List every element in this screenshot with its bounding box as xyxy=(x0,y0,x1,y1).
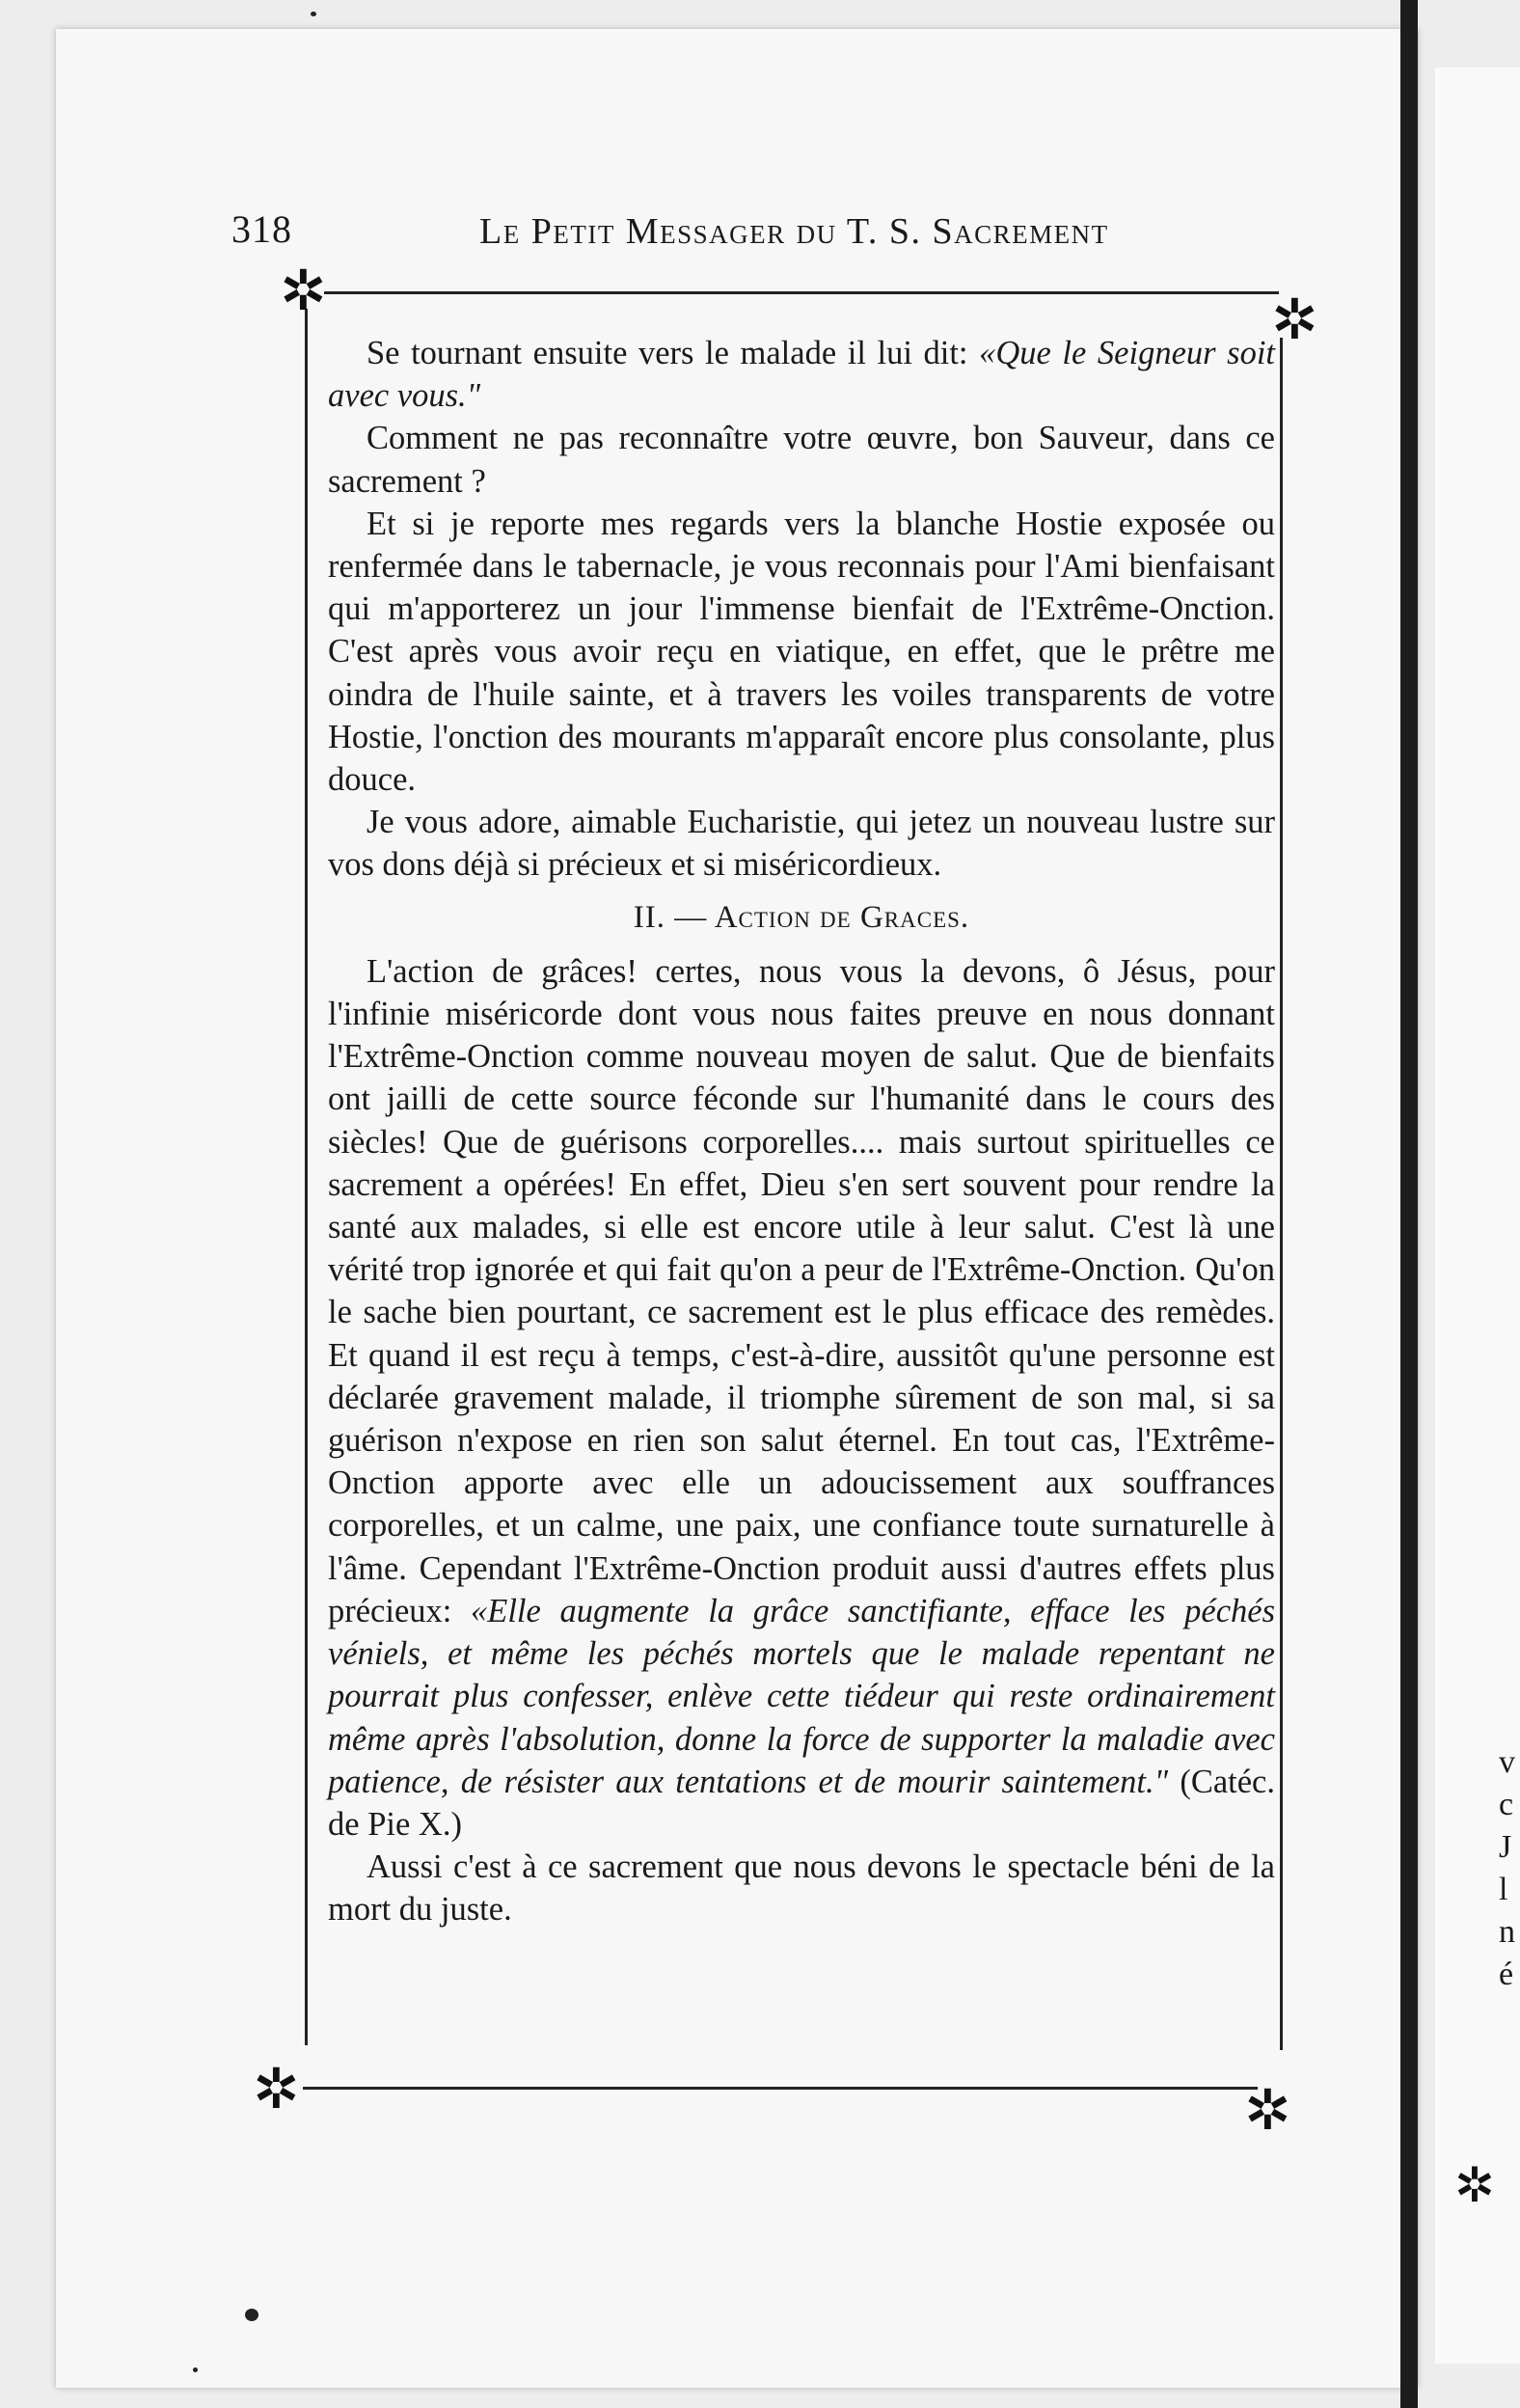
asterisk-ornament-icon: ✲ xyxy=(280,258,327,323)
scan-speck xyxy=(193,2367,198,2372)
paragraph-text: Se tournant ensuite vers le malade il lui dit: xyxy=(366,335,980,371)
next-page-letter: v xyxy=(1499,1744,1515,1780)
section-heading: II. — Action de Graces. xyxy=(633,899,970,935)
frame-left-rule xyxy=(305,309,308,2045)
quotation: «Que le Seigneur soit avec vous." xyxy=(328,335,1275,415)
asterisk-ornament-icon: ✲ xyxy=(1271,287,1318,352)
paragraph xyxy=(328,332,1275,417)
quotation: «Elle augmente la grâce sanctifiante, efface les péchés véniels, et même les péchés mortels que le malade repentant ne pourrait plus confesser, enlève cette tiédeur qui reste ordinairement même après l'absolution, donne la force de supporter la maladie avec patience, de résister aux tentations et de mourir saintement." xyxy=(328,1592,1275,1800)
page-number: 318 xyxy=(231,207,292,251)
asterisk-ornament-icon: ✲ xyxy=(1454,2157,1495,2213)
scan-speck xyxy=(245,2309,258,2321)
paragraph xyxy=(328,950,1275,1846)
frame-bottom-rule xyxy=(303,2087,1258,2090)
asterisk-ornament-icon: ✲ xyxy=(253,2056,300,2121)
next-page-letter: l xyxy=(1499,1872,1508,1907)
paragraph: Comment ne pas reconnaître votre œuvre, bon Sauveur, dans ce sacrement ? xyxy=(328,420,1275,500)
next-page-letter: é xyxy=(1499,1956,1514,1992)
next-page-letter: c xyxy=(1499,1787,1514,1822)
asterisk-ornament-icon: ✲ xyxy=(1244,2077,1291,2143)
scan-speck xyxy=(311,12,316,16)
next-page-letter: n xyxy=(1499,1914,1515,1950)
page-body xyxy=(328,332,1275,1931)
paragraph: Je vous adore, aimable Eucharistie, qui jetez un nouveau lustre sur vos dons déjà si précieux et si miséricordieux. xyxy=(328,804,1275,884)
paragraph: Aussi c'est à ce sacrement que nous devons le spectacle béni de la mort du juste. xyxy=(328,1848,1275,1929)
frame-top-rule xyxy=(324,291,1279,294)
citation: (Catéc. de Pie X.) xyxy=(328,1763,1275,1843)
running-title: Le Petit Messager du T. S. Sacrement xyxy=(479,211,1109,252)
page-header xyxy=(231,206,1196,264)
next-page-letter: J xyxy=(1499,1829,1512,1865)
frame-right-rule xyxy=(1280,338,1283,2050)
paragraph: Et si je reporte mes regards vers la blanche Hostie exposée ou renfermée dans le tabernacle, je vous reconnais pour l'Ami bienfaisant qui m'apporterez un jour l'immense bienfait de l'Extrême-Onction. C'est après vous avoir reçu en viatique, en effet, que le prêtre me oindra de l'huile sainte, et à travers les voiles transparents de votre Hostie, l'onction des mourants m'apparaît encore plus consolante, plus douce. xyxy=(328,505,1275,799)
paragraph-text: L'action de grâces! certes, nous vous la devons, ô Jésus, pour l'infinie miséricorde dont vous nous faites preuve en nous donnant l'Extrême-Onction comme nouveau moyen de salut. Que de bienfaits ont jailli de cette source féconde sur l'humanité dans le cours des siècles! Que de guérisons corporelles.... mais surtout spirituelles ce sacrement a opérées! En effet, Dieu s'en sert souvent pour rendre la santé aux malades, si elle est encore utile à leur salut. C'est là une vérité trop ignorée et qui fait qu'on a peur de l'Extrême-Onction. Qu'on le sache bien pourtant, ce sacrement est le plus efficace des remèdes. Et quand il est reçu à temps, c'est-à-dire, aussitôt qu'une personne est déclarée gravement malade, il triomphe sûrement de son mal, si sa guérison n'expose en rien son salut éternel. En tout cas, l'Extrême-Onction apporte avec elle un adoucissement aux souffrances corporelles, et un calme, une paix, une confiance toute surnaturelle à l'âme. Cependant l'Extrême-Onction produit aussi d'autres effets plus précieux: xyxy=(328,952,1275,1629)
book-spine xyxy=(1400,0,1418,2408)
adjacent-page-edge xyxy=(1435,68,1520,2364)
